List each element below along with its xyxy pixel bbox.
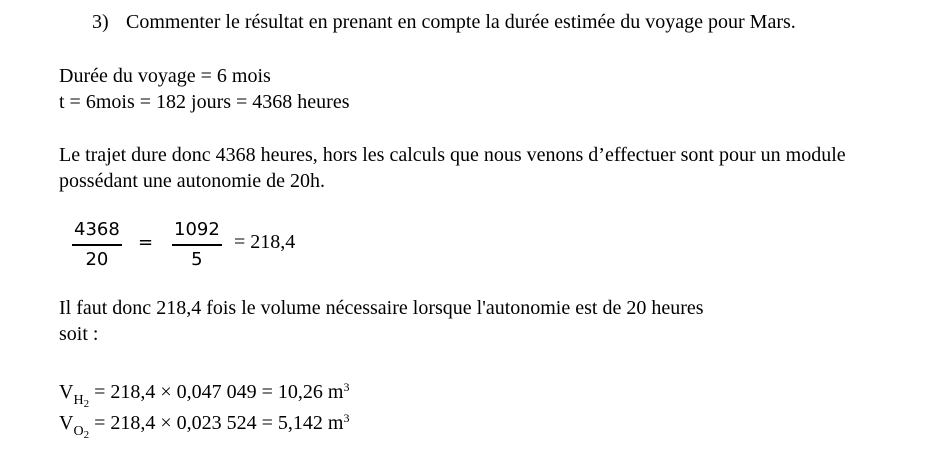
volume-h2-symbol: V [59, 381, 74, 403]
paragraph-1-line-1: Le trajet dure donc 4368 heures, hors les calculs que nous venons d’effectuer sont pour un module [59, 144, 846, 166]
question-heading [92, 10, 796, 34]
fraction-1-numerator: 4368 [74, 219, 120, 240]
fraction-2-bar [172, 244, 222, 246]
paragraph-2-line-1: Il faut donc 218,4 fois le volume nécessaire lorsque l'autonomie est de 20 heures [59, 297, 704, 319]
duration-line-2: t = 6mois = 182 jours = 4368 heures [59, 91, 350, 113]
volume-o2-exponent: 3 [343, 411, 350, 425]
fraction-2-denominator: 5 [191, 248, 203, 270]
volume-h2-index: 2 [83, 398, 90, 410]
fraction-1092-over-5 [172, 218, 222, 272]
fraction-equals-sign: = [138, 232, 154, 253]
duration-line-1: Durée du voyage = 6 mois [59, 65, 271, 87]
fraction-result: = 218,4 [234, 231, 296, 253]
paragraph-2-line-2: soit : [59, 323, 99, 345]
fraction-1-denominator: 20 [85, 248, 109, 270]
question-text: Commenter le résultat en prenant en compte la durée estimée du voyage pour Mars. [126, 11, 796, 33]
volume-o2-subscript [73, 424, 89, 439]
fraction-2-numerator: 1092 [174, 219, 220, 240]
fraction-1-bar [72, 244, 122, 246]
question-number: 3) [92, 11, 109, 33]
volume-h2-exponent: 3 [343, 380, 350, 394]
fraction-4368-over-20 [72, 218, 122, 272]
volume-h2-element: H [73, 393, 84, 408]
volume-o2-line [59, 406, 349, 447]
volume-o2-expression: = 218,4 × 0,023 524 = 5,142 m [89, 412, 344, 434]
volume-o2-index: 2 [83, 429, 90, 441]
volume-h2-expression: = 218,4 × 0,047 049 = 10,26 m [89, 381, 344, 403]
volume-o2-element: O [73, 424, 84, 439]
paragraph-1-line-2: possédant une autonomie de 20h. [59, 170, 326, 192]
volume-o2-symbol: V [59, 412, 74, 434]
